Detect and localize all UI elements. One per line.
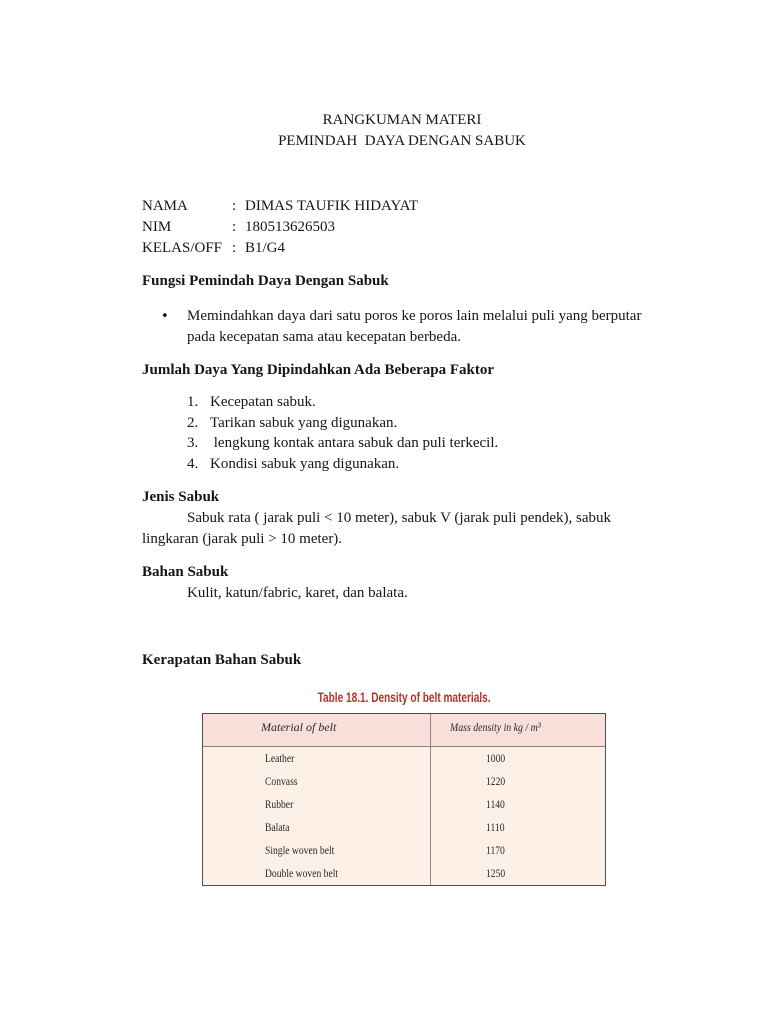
list-item-text: Kecepatan sabuk. <box>210 394 316 410</box>
list-item-text: Tarikan sabuk yang digunakan. <box>210 415 398 431</box>
list-item-text: Kondisi sabuk yang digunakan. <box>210 456 400 472</box>
identity-row-nama <box>142 196 662 217</box>
section-heading-fungsi: Fungsi Pemindah Daya Dengan Sabuk <box>142 273 389 289</box>
table-row <box>203 793 605 816</box>
list-item-number: 3. <box>187 435 199 451</box>
cell-density: 1250 <box>486 866 506 880</box>
list-item <box>187 433 657 454</box>
bullet-icon: • <box>161 309 169 324</box>
paragraph-line: lingkaran (jarak puli > 10 meter). <box>142 531 343 547</box>
identity-label: NAMA <box>142 198 188 214</box>
cell-material: Balata <box>265 820 290 834</box>
identity-row-nim <box>142 217 662 238</box>
cell-density: 1220 <box>486 774 506 788</box>
table-row <box>203 770 605 793</box>
identity-label: NIM <box>142 219 172 235</box>
cell-material: Single woven belt <box>265 843 335 857</box>
column-header-density: Mass density in kg / m³ <box>450 720 541 734</box>
cell-density: 1110 <box>486 820 505 834</box>
paragraph-line: Sabuk rata ( jarak puli < 10 meter), sabuk V (jarak puli pendek), sabuk <box>187 510 612 526</box>
table-row <box>203 839 605 862</box>
cell-density: 1140 <box>486 797 505 811</box>
identity-separator: : <box>232 219 237 235</box>
bullet-text-line: pada kecepatan sama atau kecepatan berbeda. <box>187 329 461 345</box>
list-item-number: 2. <box>187 415 199 431</box>
identity-separator: : <box>232 240 237 256</box>
list-item-number: 1. <box>187 394 199 410</box>
cell-material: Double woven belt <box>265 866 339 880</box>
section-heading-faktor: Jumlah Daya Yang Dipindahkan Ada Beberapa Faktor <box>142 362 495 378</box>
cell-density: 1000 <box>486 751 506 765</box>
identity-value: 180513626503 <box>245 219 335 235</box>
list-item <box>187 454 657 475</box>
cell-material: Rubber <box>265 797 294 811</box>
cell-material: Leather <box>265 751 295 765</box>
paragraph-line: Kulit, katun/fabric, karet, dan balata. <box>187 585 408 601</box>
list-item <box>187 413 657 434</box>
list-item <box>187 392 657 413</box>
bullet-text-line: Memindahkan daya dari satu poros ke poros lain melalui puli yang berputar <box>187 308 642 324</box>
cell-density: 1170 <box>486 843 505 857</box>
identity-value: DIMAS TAUFIK HIDAYAT <box>245 198 418 214</box>
identity-value: B1/G4 <box>245 240 286 256</box>
identity-separator: : <box>232 198 237 214</box>
section-heading-jenis: Jenis Sabuk <box>142 489 220 505</box>
identity-label: KELAS/OFF <box>142 240 223 256</box>
section-heading-bahan: Bahan Sabuk <box>142 564 229 580</box>
table-caption-text: Table 18.1. Density of belt materials. <box>317 689 491 705</box>
table-row <box>203 862 605 885</box>
table-header-row <box>203 714 605 747</box>
document-title: RANGKUMAN MATERI <box>322 112 482 128</box>
table-row <box>203 816 605 839</box>
list-item-text: lengkung kontak antara sabuk dan puli terkecil. <box>210 435 499 451</box>
list-item-number: 4. <box>187 456 199 472</box>
column-header-material: Material of belt <box>261 720 337 734</box>
table-row <box>203 747 605 770</box>
document-subtitle: PEMINDAH DAYA DENGAN SABUK <box>278 133 526 149</box>
table-caption <box>202 688 606 706</box>
density-table <box>202 713 606 886</box>
identity-row-kelas <box>142 238 662 259</box>
cell-material: Convass <box>265 774 298 788</box>
section-heading-kerapatan: Kerapatan Bahan Sabuk <box>142 652 302 668</box>
